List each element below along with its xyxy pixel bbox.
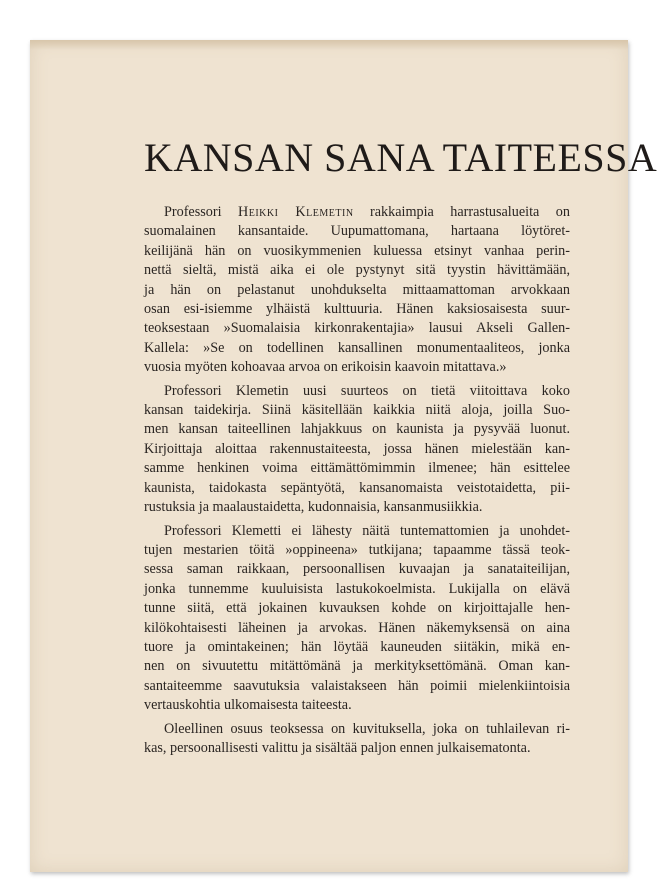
text-line: jonka tunnemme kuuluisista lastukokoelmista. Lukijalla on elävä — [144, 580, 570, 597]
paragraph-2 — [144, 382, 570, 518]
text-line: osan esi-isiemme ylhäistä kulttuuria. Hänen kaksiosaisesta suur- — [144, 301, 570, 318]
text-line: nettä sieltä, mistä aika ei ole pystynyt sitä tyystin hävittämään, — [144, 262, 570, 279]
text-line: vertauskohtia ulkomaisesta taiteesta. — [144, 697, 352, 714]
paragraph-3 — [144, 522, 570, 716]
text-line: kaunista, taidokasta sepäntyötä, kansanomaista veistotaidetta, pii- — [144, 479, 570, 496]
text-line: nen on sivuutettu mitättömänä ja merkityksettömänä. Oman kan- — [144, 658, 570, 675]
text-line: rustuksia ja maalaustaidetta, kudonnaisia, kansanmusiikkia. — [144, 499, 483, 516]
text-line: santaiteemme saavutuksia valaistakseen hän poimii mielenkiintoisia — [144, 677, 570, 694]
text-line: Oleellinen osuus teoksessa on kuvituksella, joka on tuhlailevan ri- — [164, 720, 570, 737]
text-line: vuosia myöten kohoavaa arvoa on erikoisin kaavoin mitattava.» — [144, 359, 507, 376]
text-line: Kirjoittaja aloittaa rakennustaiteesta, jossa hänen mielestään kan- — [144, 440, 570, 457]
book-back-cover — [30, 40, 658, 872]
text-line: kansan taidekirja. Siinä käsitellään kaikkia niitä aloja, joilla Suo- — [144, 402, 570, 419]
text-line: samme henkinen voima eittämättömimmin ilmenee; hän esittelee — [144, 460, 570, 477]
book-title: KANSAN SANA TAITEESSA — [144, 135, 658, 180]
text-line: tujen mestarien töitä »oppineena» tutkijana; tapaamme tässä teok- — [144, 541, 570, 558]
text-line: Professori Klemetti ei lähesty näitä tuntemattomien ja unohdet- — [164, 522, 570, 539]
text-line: suomalainen kansantaide. Uupumattomana, hartaana löytöret- — [144, 223, 570, 240]
paragraph-1 — [144, 203, 570, 378]
text-line: sessa saman raikkaan, persoonallisen kuvaajan ja sanataiteilijan, — [144, 561, 570, 578]
text-line: tunne siitä, että jokainen kuvauksen kohde on kirjoittajalle hen- — [144, 600, 570, 617]
blurb-text — [144, 203, 570, 758]
author-name: Heikki Klemetin — [238, 204, 354, 220]
text-line: kilökohtaisesti läheinen ja arvokas. Hänen näkemyksensä on aina — [144, 619, 570, 636]
text-line: tuore ja omintakeinen; hän löytää kauneuden siitäkin, mikä en- — [144, 638, 570, 655]
text-line — [144, 203, 570, 222]
text-line: Professori Klemetin uusi suurteos on tietä viitoittava koko — [164, 382, 570, 399]
text-line: men kansan taiteellinen lahjakkuus on kaunista ja pysyvää luonut. — [144, 421, 570, 438]
text-line: keilijänä hän on vuosikymmenien kuluessa etsinyt vanhaa perin- — [144, 242, 570, 259]
text-line: kas, persoonallisesti valittu ja sisältää paljon ennen julkaisematonta. — [144, 739, 531, 756]
text-line-suffix: rakkaimpia harrastusalueita on — [353, 204, 570, 220]
text-line: teoksestaan »Suomalaisia kirkonrakentajia» lausui Akseli Gallen- — [144, 320, 570, 337]
text-line: ja hän on pelastanut unohdukselta mittaamattoman arvokkaan — [144, 281, 570, 298]
cover-text — [144, 135, 658, 762]
text-line: Kallela: »Se on todellinen kansallinen monumentaaliteos, jonka — [144, 339, 570, 356]
paragraph-4 — [144, 720, 570, 759]
text-line-prefix: Professori — [164, 204, 238, 220]
